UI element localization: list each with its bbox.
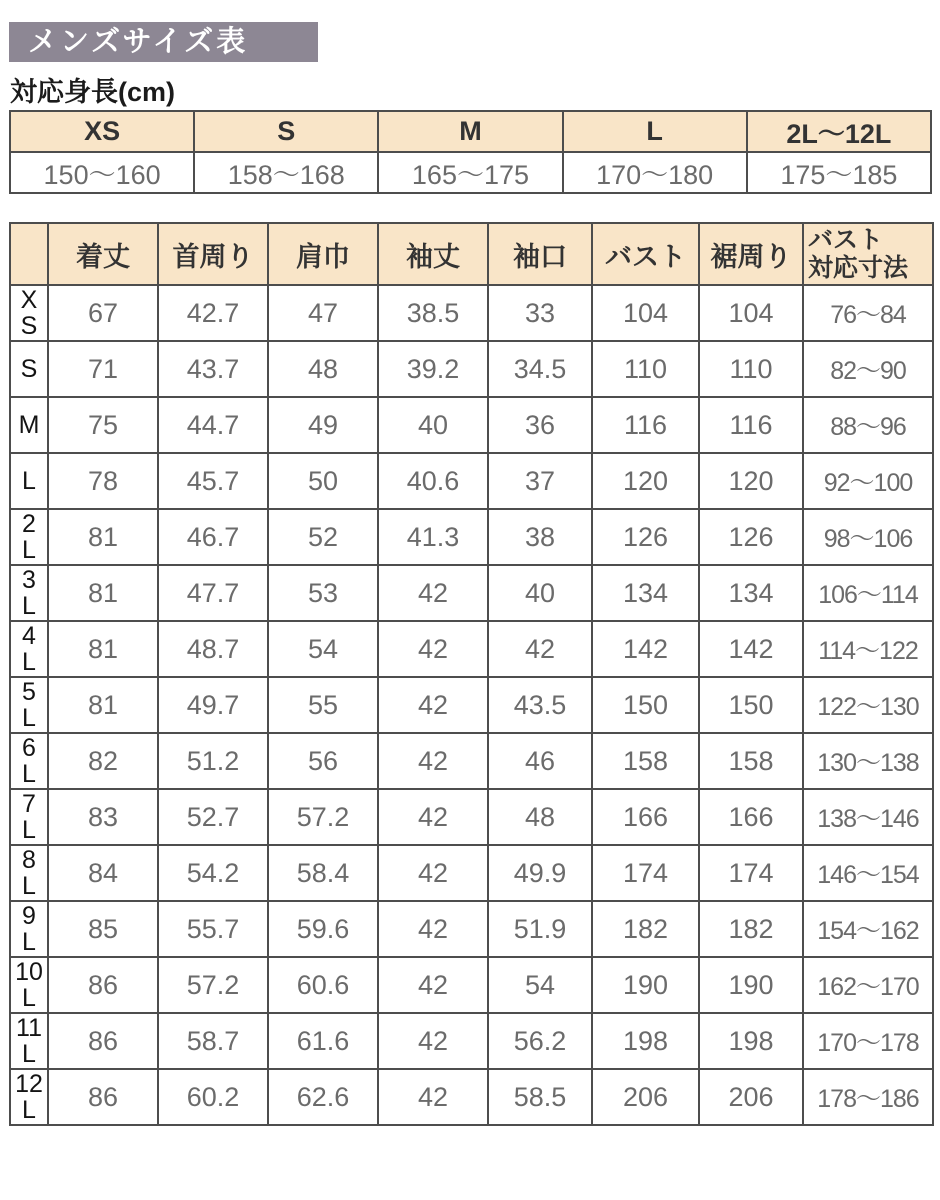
size-row-4L	[10, 621, 933, 677]
size-row-label-line: 10	[15, 958, 43, 986]
size-value-S-col3: 39.2	[378, 341, 488, 397]
size-value-2L-col4: 38	[488, 509, 592, 565]
size-value-XS-col2: 47	[268, 285, 378, 341]
size-table-corner-cell	[10, 223, 48, 285]
size-value-8L-col1: 54.2	[158, 845, 268, 901]
size-value-3L-col6: 134	[699, 565, 803, 621]
size-row-L	[10, 453, 933, 509]
size-value-7L-col4: 48	[488, 789, 592, 845]
size-value-10L-col6: 190	[699, 957, 803, 1013]
size-value-XS-col1: 42.7	[158, 285, 268, 341]
size-table-body	[10, 285, 933, 1125]
size-value-10L-col1: 57.2	[158, 957, 268, 1013]
size-value-S-col5: 110	[592, 341, 699, 397]
size-value-10L-col3: 42	[378, 957, 488, 1013]
size-row-label-2L	[10, 509, 48, 565]
height-table-value-cell-1: 158〜168	[194, 152, 378, 193]
size-table-header-cell-4: 袖口	[488, 223, 592, 285]
height-table-header-cell-M: M	[378, 111, 562, 152]
size-value-7L-col1: 52.7	[158, 789, 268, 845]
size-row-3L	[10, 565, 933, 621]
size-row-label-11L	[10, 1013, 48, 1069]
size-value-8L-col7: 146〜154	[803, 845, 933, 901]
size-value-11L-col4: 56.2	[488, 1013, 592, 1069]
size-row-XS	[10, 285, 933, 341]
size-row-label-9L	[10, 901, 48, 957]
size-value-11L-col0: 86	[48, 1013, 158, 1069]
size-row-9L	[10, 901, 933, 957]
size-value-4L-col5: 142	[592, 621, 699, 677]
size-value-M-col2: 49	[268, 397, 378, 453]
size-row-11L	[10, 1013, 933, 1069]
size-row-8L	[10, 845, 933, 901]
size-table-header-cell-6: 裾周り	[699, 223, 803, 285]
page-title: メンズサイズ表	[9, 22, 318, 62]
size-table-header-cell-7	[803, 223, 933, 285]
size-row-label-line: L	[22, 536, 36, 564]
size-table	[9, 222, 934, 1126]
size-row-label-5L	[10, 677, 48, 733]
size-value-8L-col2: 58.4	[268, 845, 378, 901]
size-table-header-line: 対応寸法	[808, 254, 909, 282]
size-value-7L-col5: 166	[592, 789, 699, 845]
size-value-8L-col5: 174	[592, 845, 699, 901]
size-value-12L-col0: 86	[48, 1069, 158, 1125]
size-row-2L	[10, 509, 933, 565]
size-row-12L	[10, 1069, 933, 1125]
size-value-10L-col2: 60.6	[268, 957, 378, 1013]
size-value-9L-col4: 51.9	[488, 901, 592, 957]
size-value-6L-col1: 51.2	[158, 733, 268, 789]
size-value-2L-col0: 81	[48, 509, 158, 565]
size-value-11L-col3: 42	[378, 1013, 488, 1069]
size-value-XS-col4: 33	[488, 285, 592, 341]
size-row-label-line: S	[20, 312, 38, 340]
size-value-S-col1: 43.7	[158, 341, 268, 397]
size-value-12L-col2: 62.6	[268, 1069, 378, 1125]
size-value-9L-col2: 59.6	[268, 901, 378, 957]
size-row-label-line: 6	[22, 734, 36, 762]
size-table-header-cell-0: 着丈	[48, 223, 158, 285]
size-value-3L-col2: 53	[268, 565, 378, 621]
height-table-header-row	[10, 111, 931, 152]
size-value-10L-col4: 54	[488, 957, 592, 1013]
size-value-7L-col2: 57.2	[268, 789, 378, 845]
size-value-L-col0: 78	[48, 453, 158, 509]
size-value-4L-col0: 81	[48, 621, 158, 677]
size-value-3L-col5: 134	[592, 565, 699, 621]
size-row-label-XS	[10, 285, 48, 341]
size-value-3L-col7: 106〜114	[803, 565, 933, 621]
size-value-S-col7: 82〜90	[803, 341, 933, 397]
size-value-6L-col2: 56	[268, 733, 378, 789]
size-value-M-col5: 116	[592, 397, 699, 453]
size-value-11L-col1: 58.7	[158, 1013, 268, 1069]
size-value-2L-col2: 52	[268, 509, 378, 565]
size-value-9L-col3: 42	[378, 901, 488, 957]
size-value-11L-col6: 198	[699, 1013, 803, 1069]
size-row-label-4L	[10, 621, 48, 677]
size-value-7L-col0: 83	[48, 789, 158, 845]
size-row-label-6L	[10, 733, 48, 789]
size-table-header-row	[10, 223, 933, 285]
size-value-5L-col5: 150	[592, 677, 699, 733]
size-value-4L-col1: 48.7	[158, 621, 268, 677]
size-row-label-line: L	[22, 1040, 36, 1068]
size-value-8L-col0: 84	[48, 845, 158, 901]
size-value-12L-col6: 206	[699, 1069, 803, 1125]
size-value-5L-col6: 150	[699, 677, 803, 733]
size-value-6L-col7: 130〜138	[803, 733, 933, 789]
size-row-label-7L	[10, 789, 48, 845]
size-value-M-col4: 36	[488, 397, 592, 453]
size-row-label-line: 9	[22, 902, 36, 930]
size-row-label-line: 7	[22, 790, 36, 818]
size-value-6L-col0: 82	[48, 733, 158, 789]
size-row-label-M	[10, 397, 48, 453]
size-value-9L-col5: 182	[592, 901, 699, 957]
size-value-M-col1: 44.7	[158, 397, 268, 453]
size-value-L-col2: 50	[268, 453, 378, 509]
height-table-value-cell-2: 165〜175	[378, 152, 562, 193]
size-value-M-col0: 75	[48, 397, 158, 453]
size-row-label-line: X	[20, 286, 38, 314]
size-value-12L-col3: 42	[378, 1069, 488, 1125]
size-value-12L-col1: 60.2	[158, 1069, 268, 1125]
size-value-S-col4: 34.5	[488, 341, 592, 397]
size-row-label-line: 12	[15, 1070, 43, 1098]
size-value-12L-col5: 206	[592, 1069, 699, 1125]
size-row-S	[10, 341, 933, 397]
size-row-6L	[10, 733, 933, 789]
size-table-header-cell-5: バスト	[592, 223, 699, 285]
size-row-label-line: S	[20, 355, 38, 383]
size-table-header-cell-2: 肩巾	[268, 223, 378, 285]
size-value-4L-col6: 142	[699, 621, 803, 677]
height-table-header-cell-XS: XS	[10, 111, 194, 152]
size-row-label-line: L	[22, 704, 36, 732]
size-value-4L-col3: 42	[378, 621, 488, 677]
size-value-5L-col7: 122〜130	[803, 677, 933, 733]
size-row-label-line: L	[22, 467, 36, 495]
height-table	[9, 110, 932, 194]
size-row-M	[10, 397, 933, 453]
size-value-11L-col2: 61.6	[268, 1013, 378, 1069]
size-row-label-line: L	[22, 816, 36, 844]
size-value-3L-col3: 42	[378, 565, 488, 621]
size-row-label-3L	[10, 565, 48, 621]
size-value-5L-col1: 49.7	[158, 677, 268, 733]
size-value-5L-col2: 55	[268, 677, 378, 733]
size-value-3L-col1: 47.7	[158, 565, 268, 621]
height-table-header-cell-2L〜12L: 2L〜12L	[747, 111, 931, 152]
size-value-10L-col7: 162〜170	[803, 957, 933, 1013]
size-value-3L-col0: 81	[48, 565, 158, 621]
size-value-6L-col4: 46	[488, 733, 592, 789]
height-table-caption: 対応身長(cm)	[10, 77, 176, 107]
height-table-header-cell-L: L	[563, 111, 747, 152]
size-value-XS-col6: 104	[699, 285, 803, 341]
size-row-5L	[10, 677, 933, 733]
size-value-L-col5: 120	[592, 453, 699, 509]
size-value-4L-col4: 42	[488, 621, 592, 677]
size-row-label-line: L	[22, 872, 36, 900]
size-value-4L-col7: 114〜122	[803, 621, 933, 677]
height-table-value-row	[10, 152, 931, 193]
size-row-10L	[10, 957, 933, 1013]
size-value-M-col6: 116	[699, 397, 803, 453]
size-row-label-line: 8	[22, 846, 36, 874]
size-value-9L-col0: 85	[48, 901, 158, 957]
size-row-label-line: M	[18, 411, 40, 439]
size-value-2L-col7: 98〜106	[803, 509, 933, 565]
size-value-7L-col6: 166	[699, 789, 803, 845]
size-row-label-line: 5	[22, 678, 36, 706]
height-table-header-cell-S: S	[194, 111, 378, 152]
size-value-L-col6: 120	[699, 453, 803, 509]
size-value-5L-col0: 81	[48, 677, 158, 733]
size-value-8L-col6: 174	[699, 845, 803, 901]
size-value-XS-col7: 76〜84	[803, 285, 933, 341]
size-value-11L-col7: 170〜178	[803, 1013, 933, 1069]
size-row-label-line: L	[22, 928, 36, 956]
size-row-label-line: L	[22, 648, 36, 676]
size-value-L-col3: 40.6	[378, 453, 488, 509]
size-value-2L-col3: 41.3	[378, 509, 488, 565]
size-value-XS-col0: 67	[48, 285, 158, 341]
height-table-value-cell-0: 150〜160	[10, 152, 194, 193]
size-table-header-cell-3: 袖丈	[378, 223, 488, 285]
size-value-9L-col6: 182	[699, 901, 803, 957]
size-value-2L-col5: 126	[592, 509, 699, 565]
size-value-4L-col2: 54	[268, 621, 378, 677]
size-value-3L-col4: 40	[488, 565, 592, 621]
size-value-6L-col5: 158	[592, 733, 699, 789]
size-value-L-col7: 92〜100	[803, 453, 933, 509]
size-value-10L-col5: 190	[592, 957, 699, 1013]
size-row-label-S	[10, 341, 48, 397]
size-row-label-line: L	[22, 984, 36, 1012]
size-row-label-line: 4	[22, 622, 36, 650]
size-row-label-line: L	[22, 760, 36, 788]
size-row-label-8L	[10, 845, 48, 901]
size-value-12L-col4: 58.5	[488, 1069, 592, 1125]
size-row-label-line: L	[22, 592, 36, 620]
size-value-6L-col3: 42	[378, 733, 488, 789]
size-value-8L-col3: 42	[378, 845, 488, 901]
size-row-label-line: 3	[22, 566, 36, 594]
size-value-9L-col7: 154〜162	[803, 901, 933, 957]
size-row-label-line: 11	[16, 1014, 42, 1042]
size-value-XS-col5: 104	[592, 285, 699, 341]
size-value-M-col3: 40	[378, 397, 488, 453]
size-table-header-line: バスト	[808, 226, 884, 254]
size-value-5L-col4: 43.5	[488, 677, 592, 733]
size-value-2L-col6: 126	[699, 509, 803, 565]
size-value-S-col0: 71	[48, 341, 158, 397]
size-row-label-10L	[10, 957, 48, 1013]
height-table-value-cell-4: 175〜185	[747, 152, 931, 193]
size-value-7L-col7: 138〜146	[803, 789, 933, 845]
size-row-label-L	[10, 453, 48, 509]
size-value-L-col1: 45.7	[158, 453, 268, 509]
size-row-label-12L	[10, 1069, 48, 1125]
size-value-XS-col3: 38.5	[378, 285, 488, 341]
size-table-header-cell-1: 首周り	[158, 223, 268, 285]
size-value-12L-col7: 178〜186	[803, 1069, 933, 1125]
size-value-2L-col1: 46.7	[158, 509, 268, 565]
size-value-6L-col6: 158	[699, 733, 803, 789]
height-table-value-cell-3: 170〜180	[563, 152, 747, 193]
size-row-7L	[10, 789, 933, 845]
size-value-S-col6: 110	[699, 341, 803, 397]
size-value-9L-col1: 55.7	[158, 901, 268, 957]
size-value-8L-col4: 49.9	[488, 845, 592, 901]
size-value-L-col4: 37	[488, 453, 592, 509]
size-value-S-col2: 48	[268, 341, 378, 397]
size-row-label-line: L	[22, 1096, 36, 1124]
size-value-10L-col0: 86	[48, 957, 158, 1013]
size-value-7L-col3: 42	[378, 789, 488, 845]
size-row-label-line: 2	[22, 510, 36, 538]
size-value-11L-col5: 198	[592, 1013, 699, 1069]
size-value-M-col7: 88〜96	[803, 397, 933, 453]
size-value-5L-col3: 42	[378, 677, 488, 733]
